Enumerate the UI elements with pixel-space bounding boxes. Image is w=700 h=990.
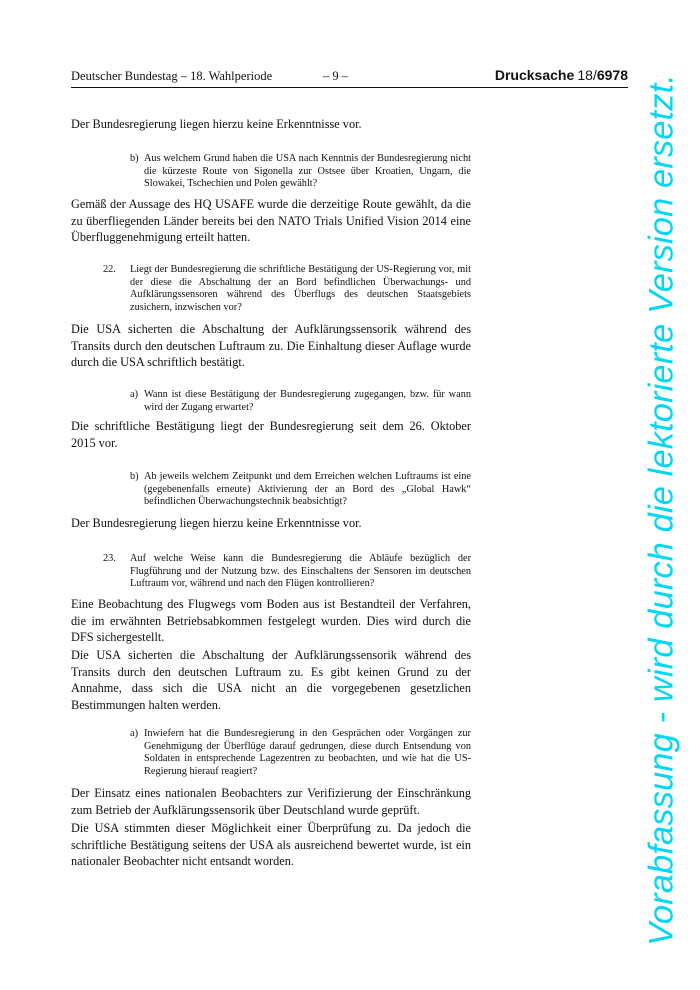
page-header <box>71 67 628 88</box>
answer-paragraph: Der Bundesregierung liegen hierzu keine Erkenntnisse vor. <box>71 516 362 530</box>
header-parliament: Deutscher Bundestag – 18. Wahlperiode <box>71 69 273 83</box>
question-label: a) <box>130 728 138 739</box>
answer-paragraph: Die schriftliche Bestätigung liegt der Bundesregierung seit dem 26. Oktober 2015 vor. <box>71 419 471 450</box>
answer-paragraph: Die USA sicherten die Abschaltung der Aufklärungssensorik während des Transits durch den deutschen Luftraum zu. Die Einhaltung dieser Auflage wurde durch die USA schriftlich bestätigt. <box>71 322 471 369</box>
doc-number-prefix: 18/ <box>577 67 597 83</box>
question-item <box>130 389 471 414</box>
question-label: 23. <box>103 553 116 564</box>
question-label: 22. <box>103 264 116 275</box>
question-item <box>103 553 471 591</box>
page-number: – 9 – <box>323 69 348 83</box>
question-label: b) <box>130 153 139 164</box>
doc-number-main: 6978 <box>596 67 628 83</box>
answer-paragraph: Eine Beobachtung des Flugwegs vom Boden aus ist Bestandteil der Verfahren, die im erwähnten Betriebsabkommen festgelegt wurden. Dies wird durch die DFS sichergestellt. <box>71 597 471 644</box>
answer-paragraph: Der Bundesregierung liegen hierzu keine Erkenntnisse vor. <box>71 117 362 131</box>
question-text: Aus welchem Grund haben die USA nach Kenntnis der Bundesregierung nicht die kürzeste Route von Sigonella zur Ostsee über Kroatien, Ungarn, die Slowakei, Tschechien und Polen gewählt? <box>144 153 471 190</box>
question-label: a) <box>130 389 138 400</box>
draft-watermark: Vorabfassung - wird durch die lektorierte Version ersetzt. <box>642 74 681 946</box>
answer-paragraph: Der Einsatz eines nationalen Beobachters zur Verifizierung der Einschränkung zum Betrieb der Aufklärungssensorik über Deutschland wurde geprüft. <box>71 786 471 817</box>
question-text: Inwiefern hat die Bundesregierung in den Gesprächen oder Vorgängen zur Genehmigung der Überflüge darauf gedrungen, diese durch Entsendung von Soldaten in entsprechende Lagezentren zu beobachten, und wie hat die US-Regierung hierauf reagiert? <box>144 728 471 777</box>
question-item <box>103 264 471 314</box>
answer-paragraph: Die USA sicherten die Abschaltung der Aufklärungssensorik während des Transits durch den deutschen Luftraum zu. Es gibt keinen Grund zu der Annahme, dass sich die USA nicht an die vorgegebenen gesetzlichen Bestimmungen halten werden. <box>71 648 471 712</box>
answer-paragraph: Die USA stimmten dieser Möglichkeit einer Überprüfung zu. Da jedoch die schriftliche Bestätigung seitens der USA als ausreichend bewertet wurde, ist ein nationaler Beobachter nicht entsandt worden. <box>71 821 471 868</box>
document-number <box>495 67 628 84</box>
question-text: Liegt der Bundesregierung die schriftliche Bestätigung der US-Regierung vor, mit der diese die Abschaltung der an Bord befindlichen Überwachungs- und Aufklärungssensoren während des Überflugs des deutschen Staatsgebiets zusichern, inzwischen vor? <box>130 264 471 313</box>
doc-label: Drucksache <box>494 67 575 83</box>
question-item <box>130 471 471 509</box>
answer-paragraph: Gemäß der Aussage des HQ USAFE wurde die derzeitige Route gewählt, da die zu überfliegenden Länder bereits bei den NATO Trials Unified Vision 2014 eine Überfluggenehmigung erteilt hatten. <box>71 197 471 244</box>
question-label: b) <box>130 471 139 482</box>
question-item <box>130 153 471 191</box>
question-text: Auf welche Weise kann die Bundesregierung die Abläufe bezüglich der Flugführung und der Nutzung bzw. des Einschaltens der Sensoren im deutschen Luftraum vor, während und nach den Flügen kontrollieren? <box>130 553 471 590</box>
question-item <box>130 728 471 778</box>
question-text: Wann ist diese Bestätigung der Bundesregierung zugegangen, bzw. für wann wird der Zugang erwartet? <box>144 389 471 413</box>
question-text: Ab jeweils welchem Zeitpunkt und dem Erreichen welchen Luftraums ist eine (gegebenenfalls erneute) Aktivierung der an Bord des „Global Hawk“ befindlichen Überwachungstechnik beabsichtigt? <box>144 471 471 508</box>
